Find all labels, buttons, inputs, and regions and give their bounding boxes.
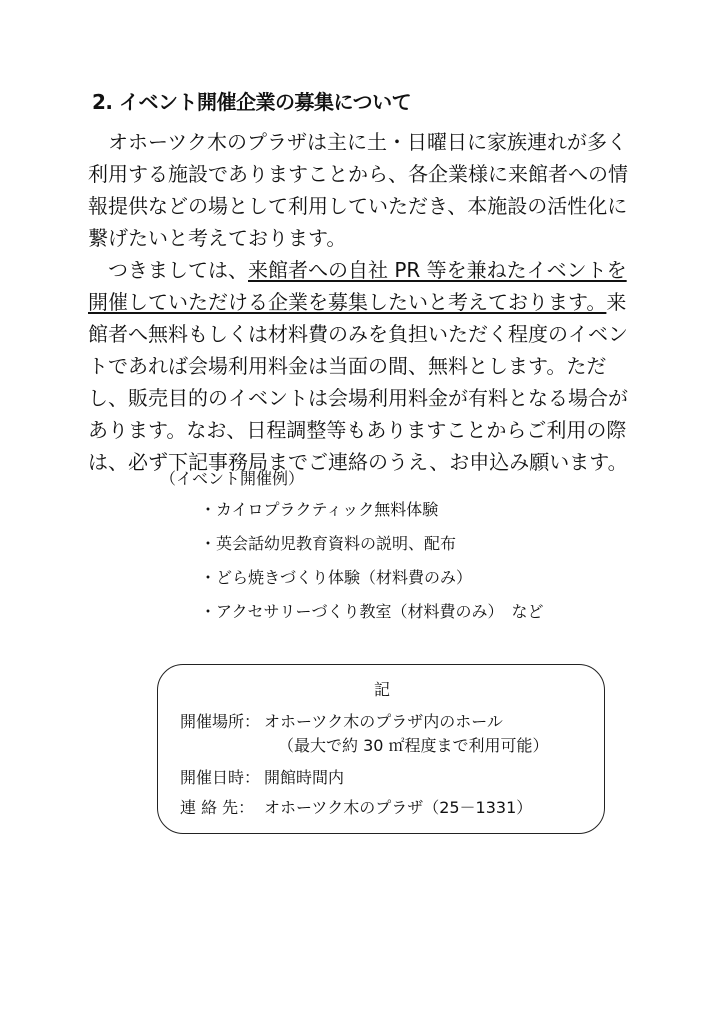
bullet-icon: ・ (200, 500, 217, 519)
recruitment-line: トであれば会場利用料金は当面の間、無料とします。ただ (88, 354, 607, 378)
recruitment-paragraph (88, 254, 633, 478)
recruitment-line: あります。なお、日程調整等もありますことからご利用の際 (88, 418, 627, 442)
bullet-icon: ・ (200, 568, 217, 587)
section-heading: 2. イベント開催企業の募集について (92, 90, 412, 114)
intro-line: 報提供などの場として利用していただき、本施設の活性化に (88, 194, 628, 218)
recruitment-emphasis-2: 開催していただける企業を募集したいと考えております。 (88, 290, 607, 314)
notice-title: 記 (373, 680, 390, 699)
venue-label: 開催場所： (180, 712, 261, 731)
venue-note: （最大で約 30 ㎡程度まで利用可能） (278, 736, 549, 755)
example-label: 英会話幼児教育資料の説明、配布 (216, 534, 457, 553)
examples-list (200, 500, 544, 636)
recruitment-line: 館者へ無料もしくは材料費のみを負担いただく程度のイベン (88, 322, 628, 346)
examples-title: （イベント開催例） (160, 469, 305, 488)
list-item (200, 602, 544, 636)
list-item (200, 534, 544, 568)
list-item (200, 568, 544, 602)
contact-label: 連 絡 先： (180, 798, 255, 817)
list-item (200, 500, 544, 534)
example-label: カイロプラクティック無料体験 (216, 500, 439, 519)
bullet-icon: ・ (200, 534, 217, 553)
recruitment-line (88, 286, 633, 318)
intro-paragraph (88, 126, 633, 254)
example-label: どら焼きづくり体験（材料費のみ） (216, 568, 473, 587)
venue-row (180, 709, 503, 732)
recruitment-emphasis-1: 来館者への自社 PR 等を兼ねたイベントを (248, 258, 627, 282)
recruitment-suffix: 来 (606, 290, 627, 314)
recruitment-line: は、必ず下記事務局までご連絡のうえ、お申込み願います。 (88, 450, 628, 474)
intro-line: 利用する施設でありますことから、各企業様に来館者への情 (88, 162, 628, 186)
example-label: アクセサリーづくり教室（材料費のみ） など (216, 602, 544, 621)
venue-value: オホーツク木のプラザ内のホール (264, 712, 503, 731)
recruitment-prefix: つきましては、 (88, 258, 248, 282)
recruitment-line: し、販売目的のイベントは会場利用料金が有料となる場合が (88, 386, 628, 410)
datetime-value: 開館時間内 (264, 768, 345, 787)
datetime-label: 開催日時： (180, 768, 261, 787)
intro-line: オホーツク木のプラザは主に土・日曜日に家族連れが多く (88, 130, 627, 154)
datetime-row (180, 765, 344, 788)
intro-line: 繋げたいと考えております。 (88, 226, 347, 250)
bullet-icon: ・ (200, 602, 217, 621)
notice-box (157, 664, 605, 834)
contact-row (180, 795, 532, 818)
contact-value: オホーツク木のプラザ（25－1331） (264, 798, 533, 817)
recruitment-line (88, 254, 633, 286)
